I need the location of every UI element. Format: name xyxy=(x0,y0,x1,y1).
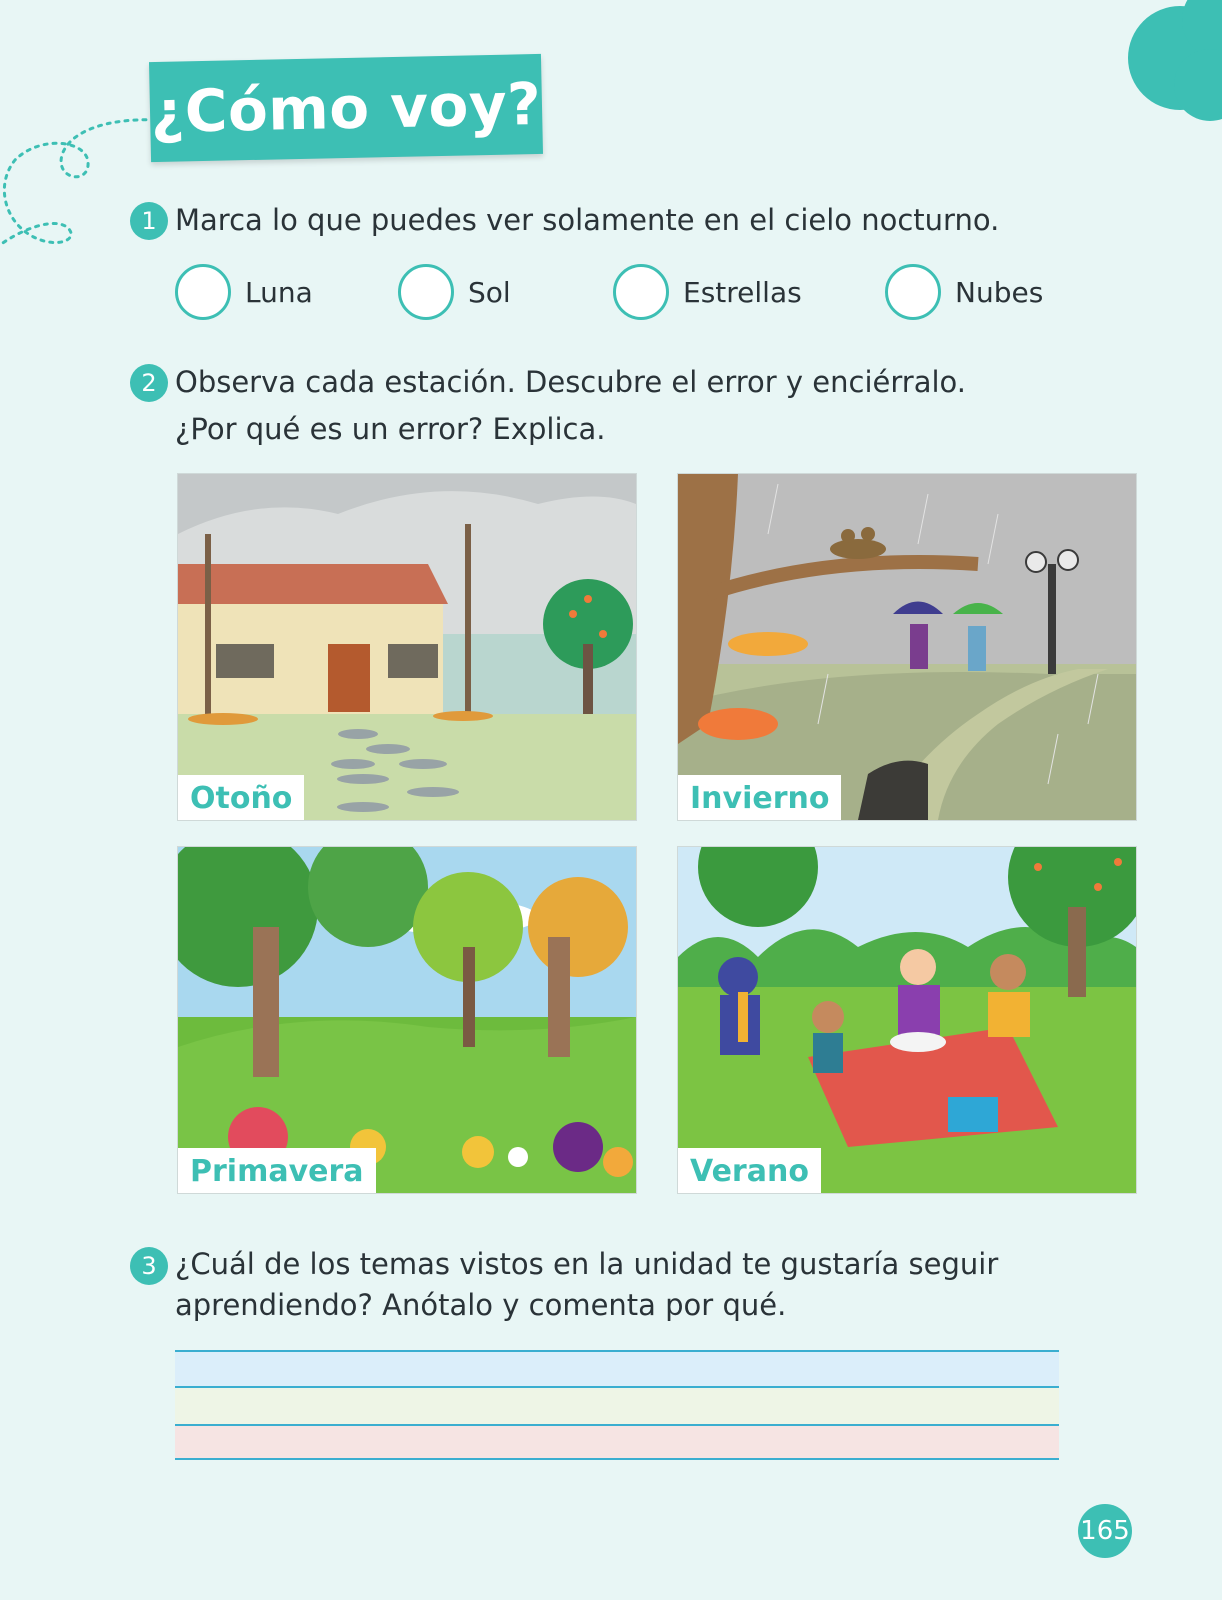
option-label-estrellas: Estrellas xyxy=(683,275,802,309)
question-2-line-1: Observa cada estación. Descubre el error y enciérralo. xyxy=(175,365,966,399)
page-title-banner xyxy=(149,54,543,162)
summer-picnic-illustration xyxy=(678,847,1136,1193)
writing-line-2[interactable] xyxy=(175,1386,1059,1424)
page-title: ¿Cómo voy? xyxy=(150,69,542,147)
checkbox-circle-nubes[interactable] xyxy=(885,264,941,320)
writing-line-3[interactable] xyxy=(175,1424,1059,1460)
question-2-number: 2 xyxy=(130,364,168,402)
writing-line-1[interactable] xyxy=(175,1350,1059,1386)
scene-primavera[interactable] xyxy=(177,846,637,1194)
question-2-line-2: ¿Por qué es un error? Explica. xyxy=(175,412,606,446)
checkbox-circle-luna[interactable] xyxy=(175,264,231,320)
checkbox-circle-estrellas[interactable] xyxy=(613,264,669,320)
option-estrellas[interactable] xyxy=(613,264,802,320)
answer-writing-lines[interactable] xyxy=(175,1350,1059,1460)
cloud-decoration xyxy=(1100,0,1222,128)
question-3-number: 3 xyxy=(130,1247,168,1285)
winter-rain-illustration xyxy=(678,474,1136,820)
option-label-luna: Luna xyxy=(245,275,313,309)
option-sol[interactable] xyxy=(398,264,511,320)
season-label-invierno: Invierno xyxy=(678,775,841,820)
question-3-line-1: ¿Cuál de los temas vistos en la unidad te gustaría seguir xyxy=(175,1247,999,1281)
scene-invierno[interactable] xyxy=(677,473,1137,821)
option-luna[interactable] xyxy=(175,264,313,320)
season-label-otono: Otoño xyxy=(178,775,304,820)
dotted-swirl-decoration xyxy=(0,110,160,260)
question-1-number: 1 xyxy=(130,202,168,240)
season-label-primavera: Primavera xyxy=(178,1148,376,1193)
option-nubes[interactable] xyxy=(885,264,1043,320)
scene-otono[interactable] xyxy=(177,473,637,821)
question-1-text: Marca lo que puedes ver solamente en el cielo nocturno. xyxy=(175,203,1000,237)
autumn-house-illustration xyxy=(178,474,636,820)
season-label-verano: Verano xyxy=(678,1148,821,1193)
spring-garden-illustration xyxy=(178,847,636,1193)
checkbox-circle-sol[interactable] xyxy=(398,264,454,320)
option-label-sol: Sol xyxy=(468,275,511,309)
scene-verano[interactable] xyxy=(677,846,1137,1194)
option-label-nubes: Nubes xyxy=(955,275,1044,309)
question-3-line-2: aprendiendo? Anótalo y comenta por qué. xyxy=(175,1288,787,1322)
page-number: 165 xyxy=(1078,1504,1132,1558)
